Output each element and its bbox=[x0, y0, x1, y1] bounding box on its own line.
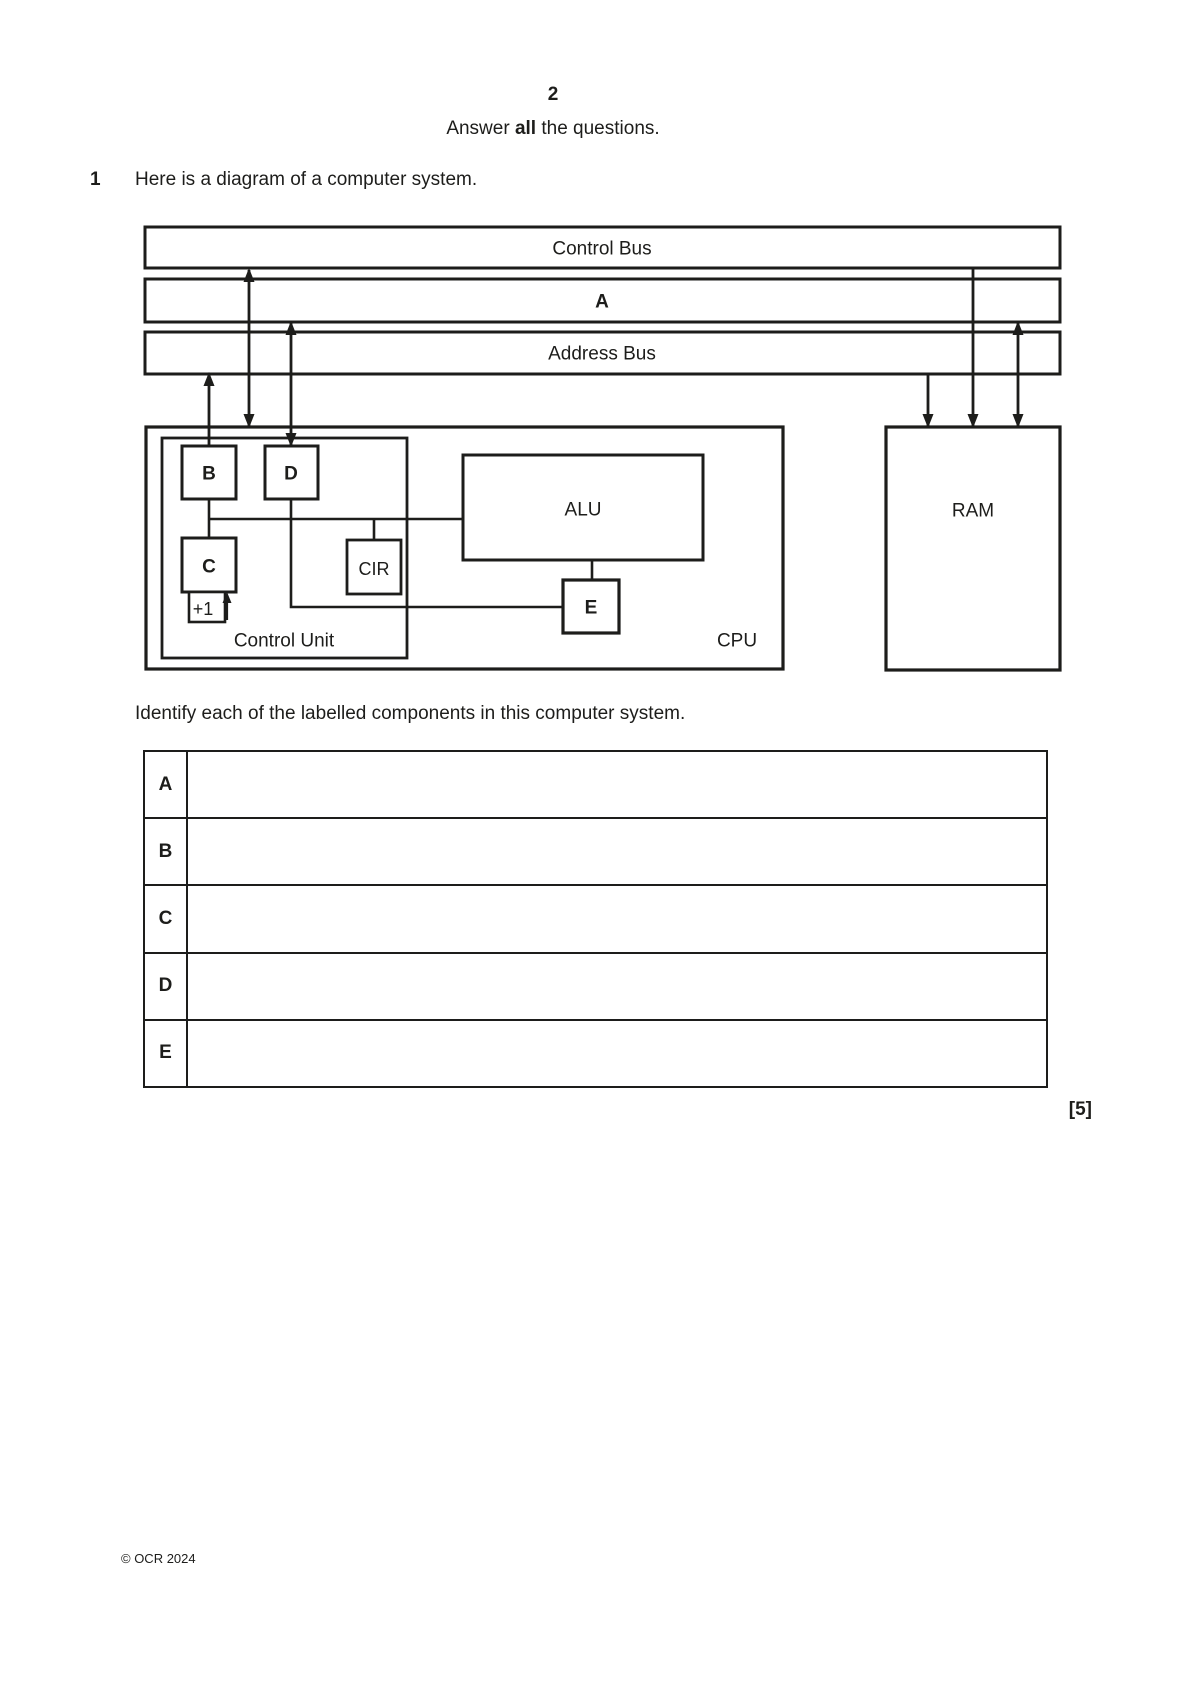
answer-cell-e bbox=[188, 1021, 1046, 1086]
increment-label: +1 bbox=[192, 599, 214, 619]
row-label-c: C bbox=[145, 886, 188, 951]
page-number: 2 bbox=[547, 84, 559, 105]
row-label-d: D bbox=[145, 954, 188, 1019]
instruction-bold-word: all bbox=[514, 118, 537, 139]
table-row-a bbox=[145, 752, 1046, 817]
arrowhead-up-control-bus bbox=[244, 268, 255, 282]
address-bus-label: Address Bus bbox=[548, 343, 656, 365]
control-bus-label: Control Bus bbox=[552, 238, 652, 260]
table-row-d bbox=[145, 952, 1046, 1019]
question-number: 1 bbox=[90, 169, 101, 190]
register-d-label: D bbox=[284, 463, 298, 485]
alu-label: ALU bbox=[564, 499, 602, 521]
instruction-prefix: Answer bbox=[446, 118, 515, 139]
table-row-e bbox=[145, 1019, 1046, 1086]
answer-cell-b bbox=[188, 819, 1046, 884]
row-label-a: A bbox=[145, 752, 188, 817]
answer-cell-c bbox=[188, 886, 1046, 951]
identify-prompt: Identify each of the labelled components in this computer system. bbox=[135, 703, 686, 724]
instruction-suffix: the questions. bbox=[536, 118, 660, 139]
control-unit-label: Control Unit bbox=[233, 630, 335, 652]
copyright-footer: © OCR 2024 bbox=[121, 1551, 196, 1566]
answer-cell-a bbox=[188, 752, 1046, 817]
ram-label: RAM bbox=[951, 500, 995, 522]
register-b-label: B bbox=[202, 463, 216, 485]
cpu-label: CPU bbox=[716, 630, 758, 652]
answer-table bbox=[143, 750, 1048, 1088]
table-row-c bbox=[145, 884, 1046, 951]
register-e-label: E bbox=[584, 597, 598, 619]
row-label-e: E bbox=[145, 1021, 188, 1086]
marks-badge: [5] bbox=[1068, 1099, 1092, 1120]
question-intro: Here is a diagram of a computer system. bbox=[135, 169, 478, 190]
table-row-b bbox=[145, 817, 1046, 884]
register-c-label: C bbox=[202, 556, 216, 578]
bus-a-label: A bbox=[595, 291, 609, 313]
computer-system-diagram bbox=[0, 0, 1191, 700]
row-label-b: B bbox=[145, 819, 188, 884]
answer-cell-d bbox=[188, 954, 1046, 1019]
ram-box bbox=[886, 427, 1060, 670]
cir-label: CIR bbox=[358, 559, 390, 579]
